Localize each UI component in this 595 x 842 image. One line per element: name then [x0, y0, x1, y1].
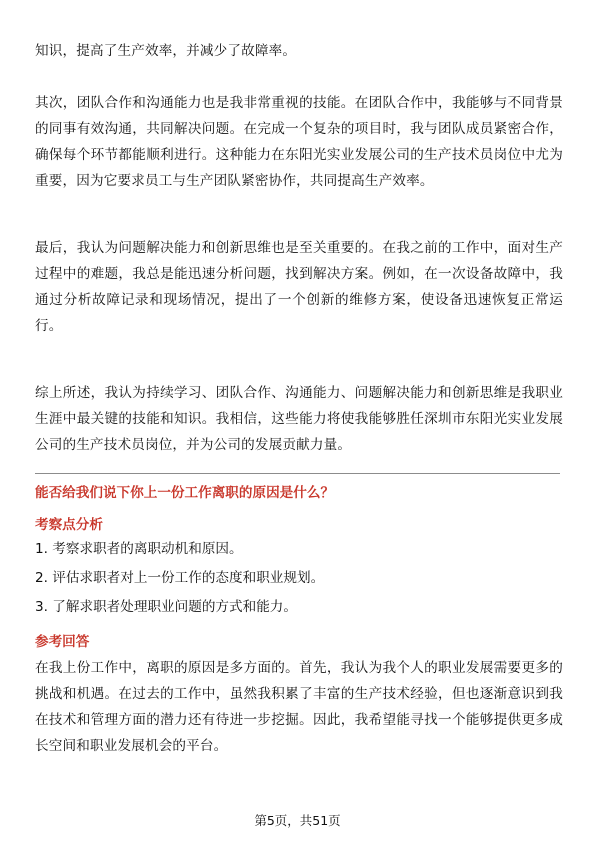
analysis-item: 3. 了解求职者处理职业问题的方式和能力。	[35, 599, 297, 615]
answer-text: 在我上份工作中，离职的原因是多方面的。首先，我认为我个人的职业发展需要更多的挑战和机遇。在过去的工作中，虽然我积累了丰富的生产技术经验，但也逐渐意识到我在技术和管理方面的潜力还有待进一步挖掘。因此，我希望能寻找一个能够提供更多成长空间和职业发展机会的平台。	[35, 660, 563, 754]
paragraph-summary: 综上所述，我认为持续学习、团队合作、沟通能力、问题解决能力和创新思维是我职业生涯中最关键的技能和知识。我相信，这些能力将使我能够胜任深圳市东阳光实业发展公司的生产技术员岗位，并为公司的发展贡献力量。	[35, 385, 563, 453]
paragraph-teamwork: 其次，团队合作和沟通能力也是我非常重视的技能。在团队合作中，我能够与不同背景的同事有效沟通，共同解决问题。在完成一个复杂的项目时，我与团队成员紧密合作，确保每个环节都能顺利进行。这种能力在东阳光实业发展公司的生产技术员岗位中尤为重要，因为它要求员工与生产团队紧密协作，共同提高生产效率。	[35, 95, 563, 189]
page-number: 第5页，共51页	[254, 813, 341, 828]
analysis-item: 2. 评估求职者对上一份工作的态度和职业规划。	[35, 570, 325, 586]
interview-question: 能否给我们说下你上一份工作离职的原因是什么？	[35, 485, 335, 501]
section-divider	[35, 473, 560, 474]
analysis-heading: 考察点分析	[35, 517, 103, 533]
paragraph-problem-solving: 最后，我认为问题解决能力和创新思维也是至关重要的。在我之前的工作中，面对生产过程中的难题，我总是能迅速分析问题，找到解决方案。例如，在一次设备故障中，我通过分析故障记录和现场情况，提出了一个创新的维修方案，使设备迅速恢复正常运行。	[35, 240, 563, 334]
paragraph-continuation: 知识，提高了生产效率，并减少了故障率。	[35, 43, 297, 59]
analysis-item: 1. 考察求职者的离职动机和原因。	[35, 541, 243, 557]
answer-heading: 参考回答	[35, 634, 90, 650]
